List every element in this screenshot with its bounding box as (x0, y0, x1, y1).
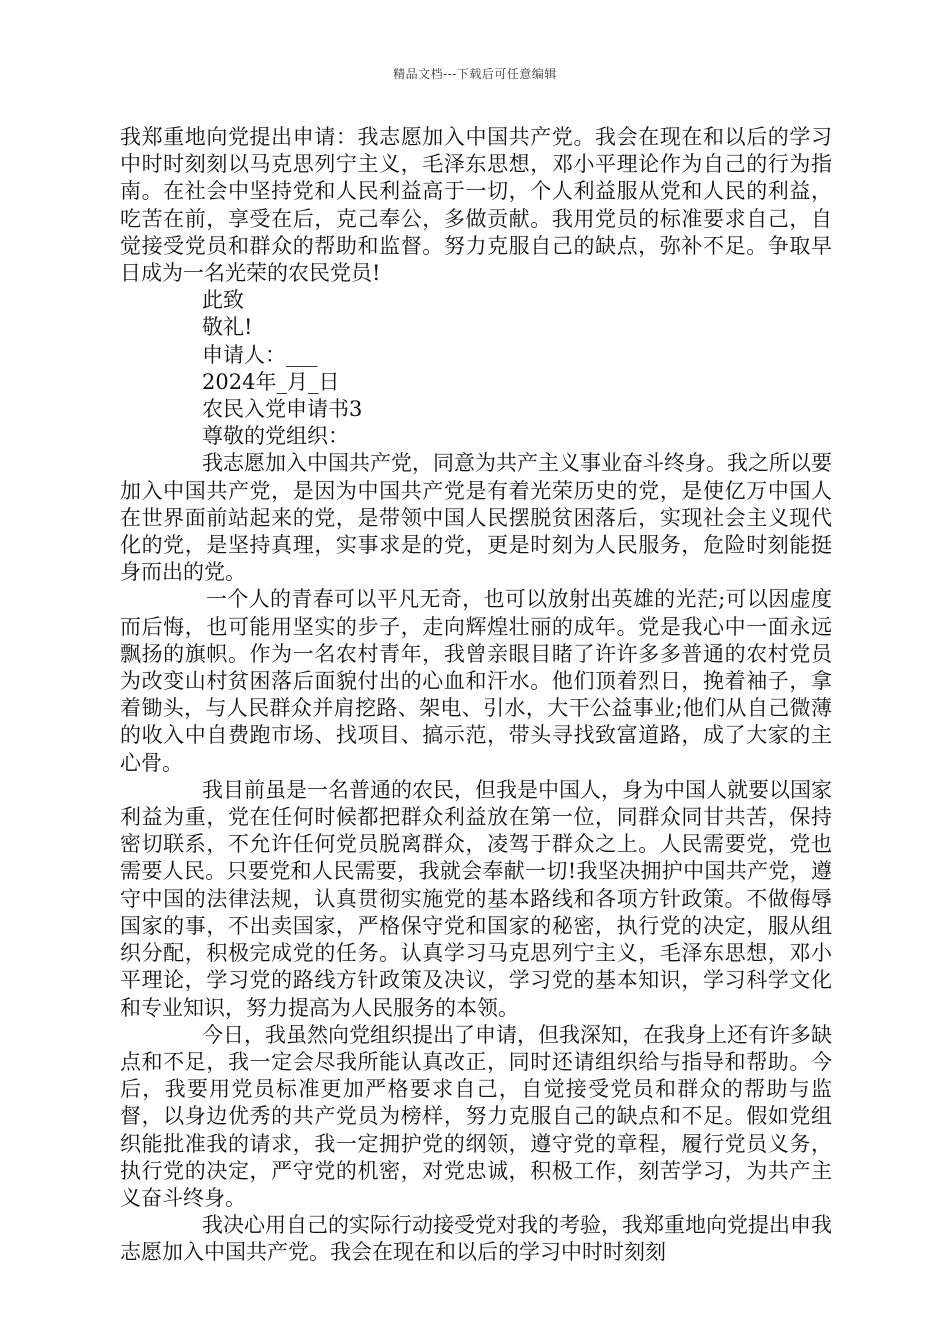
body-paragraph: 我目前虽是一名普通的农民，但我是中国人，身为中国人就要以国家利益为重，党在任何时候都把群众利益放在第一位，同群众同甘共苦，保持密切联系，不允许任何党员脱离群众，凌驾于群众之上。人民需要党，党也需要人民。只要党和人民需要，我就会奉献一切!我坚决拥护中国共产党，遵守中国的法律法规，认真贯彻实施党的基本路线和各项方针政策。不做侮辱国家的事，不出卖国家，严格保守党和国家的秘密，执行党的决定，服从组织分配，积极完成党的任务。认真学习马克思列宁主义，毛泽东思想，邓小平理论，学习党的路线方针政策及决议，学习党的基本知识，学习科学文化和专业知识，努力提高为人民服务的本领。 (120, 777, 832, 1020)
greeting: 尊敬的党组织： (202, 424, 349, 449)
page-header: 精品文档---下载后可任意编辑 (393, 67, 557, 81)
opening-paragraph: 我郑重地向党提出申请：我志愿加入中国共产党。我会在现在和以后的学习中时时刻刻以马克思列宁主义，毛泽东思想，邓小平理论作为自己的行为指南。在社会中坚持党和人民利益高于一切，个人利益服从党和人民的利益，吃苦在前，享受在后，克己奉公，多做贡献。我用党员的标准要求自己，自觉接受党员和群众的帮助和监督。努力克服自己的缺点，弥补不足。争取早日成为一名光荣的农民党员! (120, 125, 832, 286)
body-paragraph: 一个人的青春可以平凡无奇，也可以放射出英雄的光茫;可以因虚度而后悔，也可能用坚实的步子，走向辉煌壮丽的成年。党是我心中一面永远飘扬的旗帜。作为一名农村青年，我曾亲眼目睹了许许多多普通的农村党员为改变山村贫困落后面貌付出的心血和汗水。他们顶着烈日，挽着袖子，拿着锄头，与人民群众并肩挖路、架电、引水，大干公益事业;他们从自己微薄的收入中自费跑市场、找项目、搞示范，带头寻找致富道路，成了大家的主心骨。 (120, 587, 832, 775)
closing-regards: 敬礼! (202, 315, 253, 340)
applicant-line: 申请人：___ (202, 342, 318, 367)
date-line: 2024年_月_日 (202, 369, 340, 394)
body-paragraph: 今日，我虽然向党组织提出了申请，但我深知，在我身上还有许多缺点和不足，我一定会尽我所能认真改正，同时还请组织给与指导和帮助。今后，我要用党员标准更加严格要求自己，自觉接受党员和群众的帮助与监督，以身边优秀的共产党员为榜样，努力克服自己的缺点和不足。假如党组织能批准我的请求，我一定拥护党的纲领，遵守党的章程，履行党员义务，执行党的决定，严守党的机密，对党忠诚，积极工作，刻苦学习，为共产主义奋斗终身。 (120, 1022, 832, 1210)
section-title: 农民入党申请书3 (202, 397, 363, 422)
document-body (120, 124, 832, 1267)
closing-salutation: 此致 (202, 288, 244, 313)
body-paragraph: 我决心用自己的实际行动接受党对我的考验，我郑重地向党提出申我志愿加入中国共产党。我会在现在和以后的学习中时时刻刻 (120, 1213, 832, 1265)
body-paragraph: 我志愿加入中国共产党，同意为共产主义事业奋斗终身。我之所以要加入中国共产党，是因为中国共产党是有着光荣历史的党，是使亿万中国人在世界面前站起来的党，是带领中国人民摆脱贫困落后，实现社会主义现代化的党，是坚持真理，实事求是的党，更是时刻为人民服务，危险时刻能挺身而出的党。 (120, 451, 832, 585)
